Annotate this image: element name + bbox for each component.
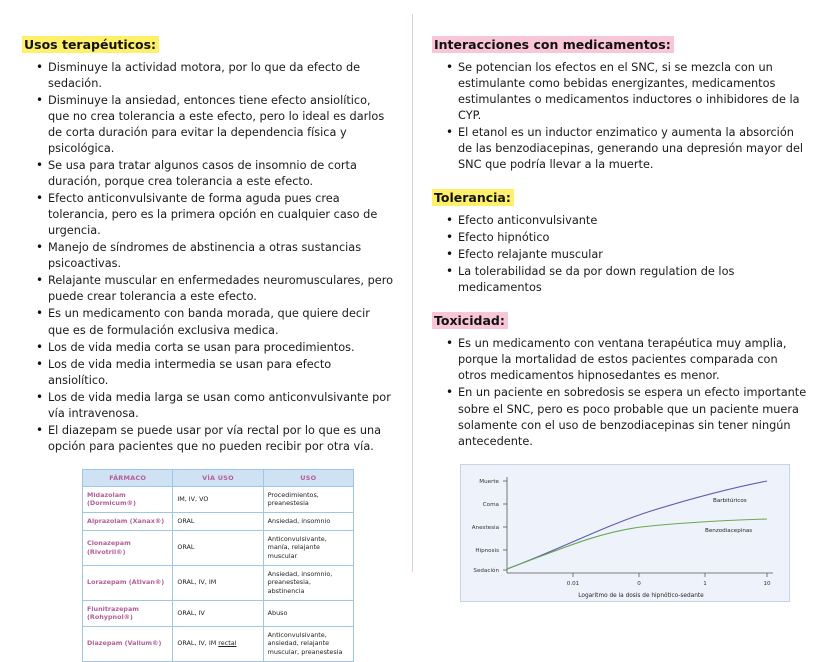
tolerancia-section [432,187,808,296]
y-tick-4: Sedación [473,567,499,574]
list-item: • Es un medicamento con banda morada, que quiere decir que es de formulación exclusiva medica. [38,306,394,338]
cell-uso: Ansiedad, insomnio, preanestesia, abstinencia [263,565,353,600]
list-item: • Efecto anticonvulsivante de forma aguda pues crea tolerancia, pero es la primera opción en cualquier caso de urgencia. [38,191,394,239]
list-item: • Los de vida media corta se usan para procedimientos. [38,340,394,356]
list-item: • Disminuye la actividad motora, por lo que da efecto de sedación. [38,60,394,92]
list-item: • Manejo de síndromes de abstinencia a otras sustancias psicoactivas. [38,240,394,272]
series-line-benzodiacepinas [507,519,767,569]
x-tick-2: 1 [703,580,707,587]
column-header-uso: USO [263,469,353,486]
cell-via: ORAL [173,530,263,565]
cell-uso: Procedimientos, preanestesia [263,486,353,512]
cell-farmaco: Diazepam (Valium®) [83,626,173,661]
table-row [83,626,354,661]
list-item: • Se potencian los efectos en el SNC, si se mezcla con un estimulante como bebidas energizantes, medicamentos estimulantes o medicamentos inductores o inhibidores de la CYP. [448,60,808,124]
list-item: • Es un medicamento con ventana terapéutica muy amplia, porque la mortalidad de estos pacientes comparada con otros medicamentos hipnosedantes es menor. [448,336,808,384]
interacciones-list [432,60,808,173]
column-header-farmaco: FÁRMACO [83,469,173,486]
y-tick-labels [472,479,507,574]
usos-terapeuticos-title: Usos terapéuticos: [22,36,159,53]
cell-farmaco: Clonazepam (Rivotril®) [83,530,173,565]
list-item: • Efecto relajante muscular [448,247,808,263]
list-item: • El diazepam se puede usar por vía rectal por lo que es una opción para pacientes que no pueden recibir por otra vía. [38,423,394,455]
table-row [83,513,354,531]
y-tick-0: Muerte [479,478,499,485]
x-tick-3: 10 [763,580,771,587]
cell-farmaco: Flunitrazepam (Rohypnol®) [83,600,173,626]
list-item: • Efecto hipnótico [448,230,808,246]
cell-farmaco: Alprazolam (Xanax®) [83,513,173,531]
list-item: • Relajante muscular en enfermedades neuromusculares, pero puede crear tolerancia a este efecto. [38,273,394,305]
list-item: • Los de vida media intermedia se usan para efecto ansiolítico. [38,357,394,389]
cell-via: ORAL, IV, IM rectal [173,626,263,661]
series-line-barbituricos [507,481,767,569]
tolerancia-list [432,213,808,296]
interacciones-title: Interacciones con medicamentos: [432,36,674,53]
column-header-via: VÍA USO [173,469,263,486]
drug-table [82,469,354,662]
cell-via: ORAL, IV [173,600,263,626]
table-row [83,530,354,565]
cell-uso: Ansiedad, insomnio [263,513,353,531]
series-label-benzodiacepinas: Benzodiacepinas [705,527,753,534]
list-item: • Los de vida media larga se usan como anticonvulsivante por vía intravenosa. [38,390,394,422]
y-tick-3: Hipnosis [475,547,499,554]
interacciones-section [432,34,808,173]
cell-via: ORAL, IV, IM [173,565,263,600]
list-item: • Disminuye la ansiedad, entonces tiene efecto ansiolítico, que no crea tolerancia a este efecto, pero lo ideal es darlos de corta duración para evitar la dependencia física y psicológica. [38,93,394,157]
series-label-barbituricos: Barbitúricos [713,497,747,504]
column-divider [412,14,413,572]
x-tick-1: 0 [637,580,641,587]
right-column [412,0,828,599]
x-tick-labels [567,573,771,587]
y-tick-1: Coma [482,501,499,508]
tolerancia-title: Tolerancia: [432,189,514,206]
x-axis-title: Logaritmo de la dosis de hipnótico-sedante [578,592,704,599]
cell-uso: Anticonvulsivante, manía, relajante muscular [263,530,353,565]
list-item: • En un paciente en sobredosis se espera un efecto importante sobre el SNC, pero es poco probable que un paciente muera solamente con el uso de benzodiacepinas sin tener ningún antecedente. [448,385,808,449]
toxicidad-list [432,336,808,449]
table-row [83,486,354,512]
usos-terapeuticos-section [22,34,394,455]
cell-via: ORAL [173,513,263,531]
x-tick-0: 0.01 [566,580,580,587]
list-item: • Efecto anticonvulsivante [448,213,808,229]
cell-farmaco: Midazolam (Dormicum®) [83,486,173,512]
cell-via: IM, IV, VO [173,486,263,512]
table-row [83,565,354,600]
toxicidad-section [432,310,808,449]
left-column [0,0,412,657]
cell-farmaco: Lorazepam (Ativan®) [83,565,173,600]
list-item: • La tolerabilidad se da por down regulation de los medicamentos [448,264,808,296]
dose-response-chart [460,464,790,602]
list-item: • El etanol es un inductor enzimatico y aumenta la absorción de las benzodiacepinas, generando una depresión mayor del SNC que podría llevar a la muerte. [448,125,808,173]
cell-uso: Anticonvulsivante, ansiedad, relajante muscular, preanestesia [263,626,353,661]
table-header-row [83,469,354,486]
y-tick-2: Anestesia [471,524,499,531]
cell-uso: Abuso [263,600,353,626]
list-item: • Se usa para tratar algunos casos de insomnio de corta duración, porque crea tolerancia a este efecto. [38,158,394,190]
usos-terapeuticos-list [22,60,394,455]
table-row [83,600,354,626]
toxicidad-title: Toxicidad: [432,312,508,329]
chart-svg [461,465,789,601]
